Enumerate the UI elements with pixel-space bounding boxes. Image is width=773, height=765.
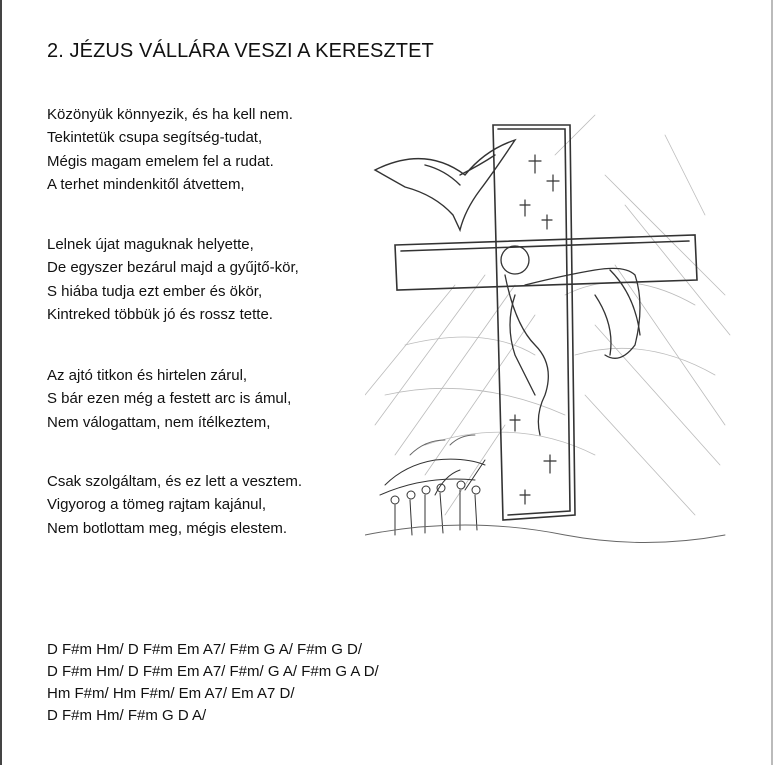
stanza-1 (47, 103, 293, 196)
lyric-line: S bár ezen még a festett arc is ámul, (47, 390, 292, 408)
chord-progression (47, 639, 379, 727)
lyric-line: De egyszer bezárul majd a gyűjtő-kör, (47, 259, 299, 277)
song-title: 2. JÉZUS VÁLLÁRA VESZI A KERESZTET (47, 40, 434, 62)
stanza-4 (47, 470, 302, 540)
sketch-hatching (365, 115, 730, 515)
lyric-line: Tekintetük csupa segítség-tudat, (47, 129, 263, 147)
chord-line: D F#m Hm/ D F#m Em A7/ F#m G A/ F#m G D/ (47, 641, 363, 658)
page-border-left (0, 0, 2, 765)
lyric-line: Kintreked többük jó és rossz tette. (47, 305, 273, 323)
lyric-line: Mégis magam emelem fel a rudat. (47, 152, 274, 170)
lyric-line: S hiába tudja ezt ember és ökör, (47, 282, 263, 300)
lyric-line: Közönyük könnyezik, és ha kell nem. (47, 106, 293, 123)
chord-line: D F#m Hm/ D F#m Em A7/ F#m/ G A/ F#m G A D/ (47, 663, 379, 680)
stanza-2 (47, 233, 299, 326)
chord-line: D F#m Hm/ F#m G D A/ (47, 707, 207, 724)
lyric-line: Lelnek újat maguknak helyette, (47, 236, 254, 253)
lyric-line: Az ajtó titkon és hirtelen zárul, (47, 367, 248, 384)
crowd (380, 459, 485, 535)
lyric-line: Nem botlottam meg, mégis elestem. (47, 519, 288, 537)
crucifixion-sketch-illustration (365, 95, 735, 575)
stanza-3 (47, 364, 291, 434)
lyric-line: Csak szolgáltam, és ez lett a vesztem. (47, 473, 303, 490)
chord-line: Hm F#m/ Hm F#m/ Em A7/ Em A7 D/ (47, 685, 295, 702)
lyric-line: Nem válogattam, nem ítélkeztem, (47, 413, 271, 431)
small-crosses (510, 155, 559, 504)
lyric-line: Vigyorog a tömeg rajtam kajánul, (47, 496, 267, 514)
figure-of-christ (501, 246, 640, 435)
lyric-line: A terhet mindenkitől átvettem, (47, 175, 245, 193)
